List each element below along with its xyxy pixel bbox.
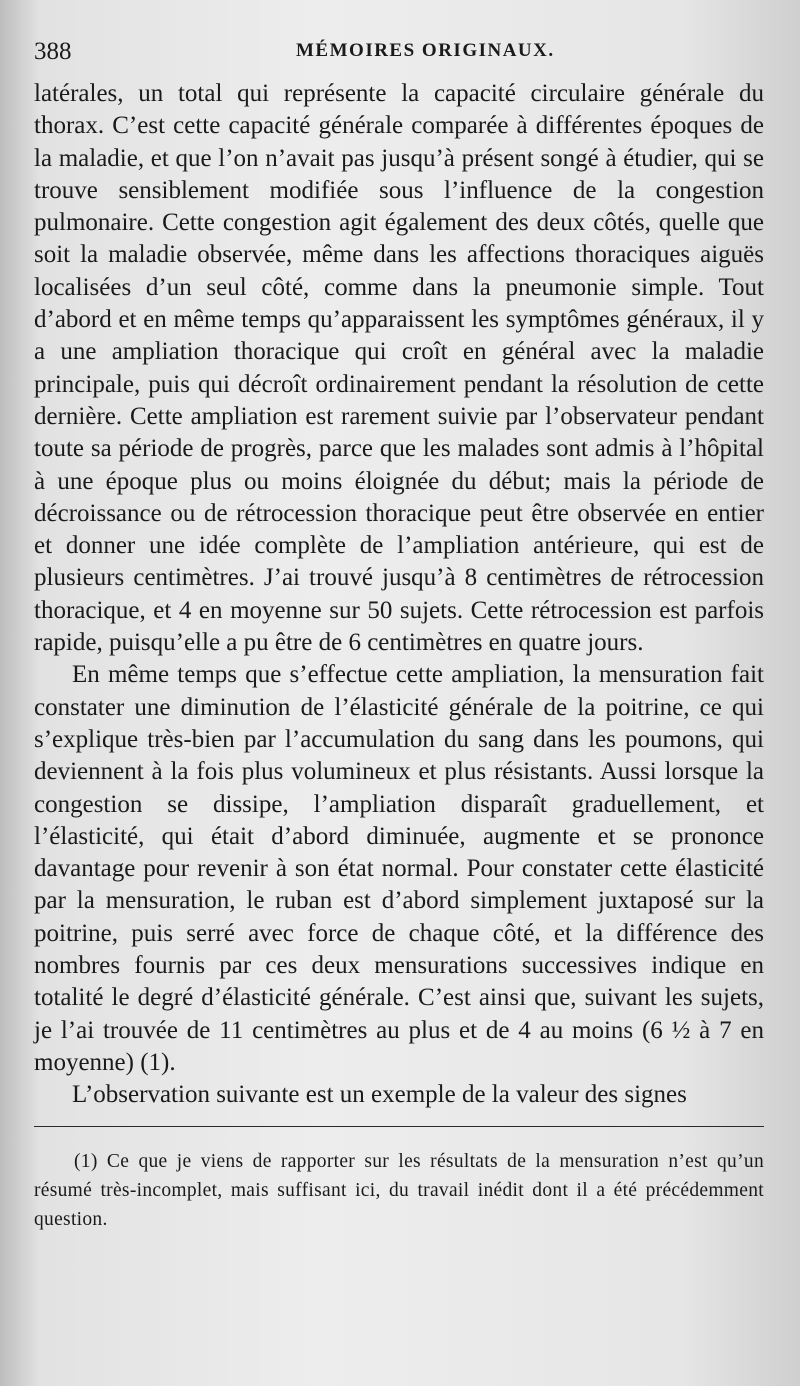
- page-number: 388: [34, 38, 72, 65]
- footnote-rule: [34, 1126, 764, 1127]
- footnote: (1) Ce que je viens de rapporter sur les résultats de la mensuration n’est qu’un résumé très-incomplet, mais suffisant ici, du travail inédit dont il a été précédemment question.: [34, 1150, 764, 1230]
- paragraph-elasticity: En même temps que s’effectue cette ampliation, la mensuration fait constater une diminution de l’élasticité générale de la poitrine, ce qui s’explique très-bien par l’accumulation du sang dans les poumons, qui deviennent à la fois plus volumineux et plus résistants. Aussi lorsque la congestion se dissipe, l’ampliation disparaît graduellement, et l’élasticité, qui était d’abord diminuée, augmente et se prononce davantage pour revenir à son état normal. Pour constater cette élasticité par la mensuration, le ruban est d’abord simplement juxtaposé sur la poitrine, puis serré avec force de chaque côté, et la différence des nombres fournis par ces deux mensurations successives indique en totalité le degré d’élasticité générale. C’est ainsi que, suivant les sujets, je l’ai trouvée de 11 centimètres au plus et de 4 au moins (6 ½ à 7 en moyenne) (1).: [34, 661, 764, 1076]
- body-text: [34, 78, 764, 1112]
- paragraph-continuation: latérales, un total qui représente la capacité circulaire générale du thorax. C’est cette capacité générale comparée à différentes époques de la maladie, et que l’on n’avait pas jusqu’à présent songé à étudier, qui se trouve sensiblement modifiée sous l’influence de la congestion pulmonaire. Cette congestion agit également des deux côtés, quelle que soit la maladie observée, même dans les affections thoraciques aiguës localisées d’un seul côté, comme dans la pneumonie simple. Tout d’abord et en même temps qu’apparaissent les symptômes généraux, il y a une ampliation thoracique qui croît en général avec la maladie principale, puis qui décroît ordinairement pendant la résolution de cette dernière. Cette ampliation est rarement suivie par l’observateur pendant toute sa période de progrès, parce que les malades sont admis à l’hôpital à une époque plus ou moins éloignée du début; mais la période de décroissance ou de rétrocession thoracique peut être observée en entier et donner une idée complète de l’ampliation antérieure, qui est de plusieurs centimètres. J’ai trouvé jusqu’à 8 centimètres de rétrocession thoracique, et 4 en moyenne sur 50 sujets. Cette rétrocession est parfois rapide, puisqu’elle a pu être de 6 centimètres en quatre jours.: [34, 80, 764, 657]
- running-title: MÉMOIRES ORIGINAUX.: [296, 40, 555, 61]
- paragraph-observation: L’observation suivante est un exemple de la valeur des signes: [72, 1081, 687, 1109]
- running-head: [34, 38, 764, 78]
